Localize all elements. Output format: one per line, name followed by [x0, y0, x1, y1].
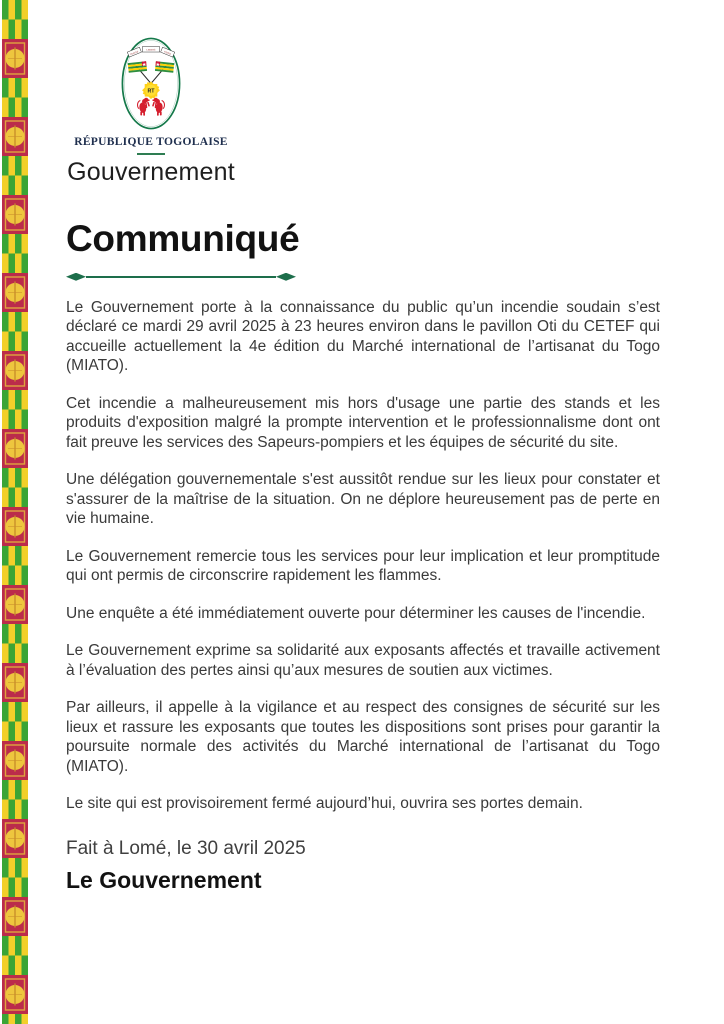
paragraph: Le Gouvernement exprime sa solidarité aux exposants affectés et travaille activement à l’évaluation des pertes ainsi qu’aux mesures de soutien aux victimes. [66, 642, 660, 679]
paragraph: Une délégation gouvernementale s'est aussitôt rendue sur les lieux pour constater et s'assurer de la maîtrise de la situation. On ne déplore heureusement pas de perte en vie humaine. [66, 471, 660, 528]
paragraph: Le Gouvernement porte à la connaissance du public qu’un incendie soudain s’est déclaré ce mardi 29 avril 2025 à 23 heures environ dans le pavillon Oti du CETEF qui accueille actuellement la 4e édition du Marché international de l’artisanat du Togo (MIATO). [66, 298, 660, 375]
signature: Le Gouvernement [66, 866, 262, 893]
svg-text:PATRIE: PATRIE [163, 51, 172, 56]
paragraph: Une enquête a été immédiatement ouverte pour déterminer les causes de l'incendie. [66, 604, 646, 622]
paragraph: Par ailleurs, il appelle à la vigilance et au respect des consignes de sécurité sur les lieux et rassure les exposants que toutes les dispositions sont prises pour garantir la poursuite normale des activités du Marché international de l’artisanat du Togo (MIATO). [66, 699, 660, 775]
header-divider [137, 153, 165, 155]
paragraph: Le site qui est provisoirement fermé aujourd’hui, ouvrira ses portes demain. [66, 795, 583, 813]
title-divider [66, 273, 296, 281]
page-title: Communiqué [66, 218, 300, 259]
dateline: Fait à Lomé, le 30 avril 2025 [66, 837, 306, 859]
kente-border-pattern [2, 0, 28, 1024]
svg-text:RT: RT [147, 88, 155, 95]
paragraph: Cet incendie a malheureusement mis hors d'usage une partie des stands et les produits d'exposition malgré la prompte intervention et le professionnalisme dont ont fait preuve les services des Sapeurs-pompiers et les équipes de sécurité du site. [66, 394, 660, 451]
divider-line [86, 276, 276, 278]
sun-monogram [142, 81, 160, 99]
svg-text:TRAVAIL: TRAVAIL [130, 50, 140, 57]
togo-coat-of-arms-icon [120, 36, 182, 131]
svg-text:LIBERTÉ: LIBERTÉ [146, 49, 156, 52]
communique-text [66, 298, 660, 814]
country-label: RÉPUBLIQUE TOGOLAISE [74, 136, 228, 148]
paragraph: Le Gouvernement remercie tous les services pour leur implication et leur promptitude qui ont permis de circonscrire rapidement les flammes. [66, 547, 660, 585]
divider-diamond-right [276, 273, 296, 281]
document-body [66, 0, 660, 894]
institution-label: Gouvernement [67, 158, 235, 186]
divider-diamond-left [66, 273, 86, 281]
letterhead [66, 36, 236, 187]
